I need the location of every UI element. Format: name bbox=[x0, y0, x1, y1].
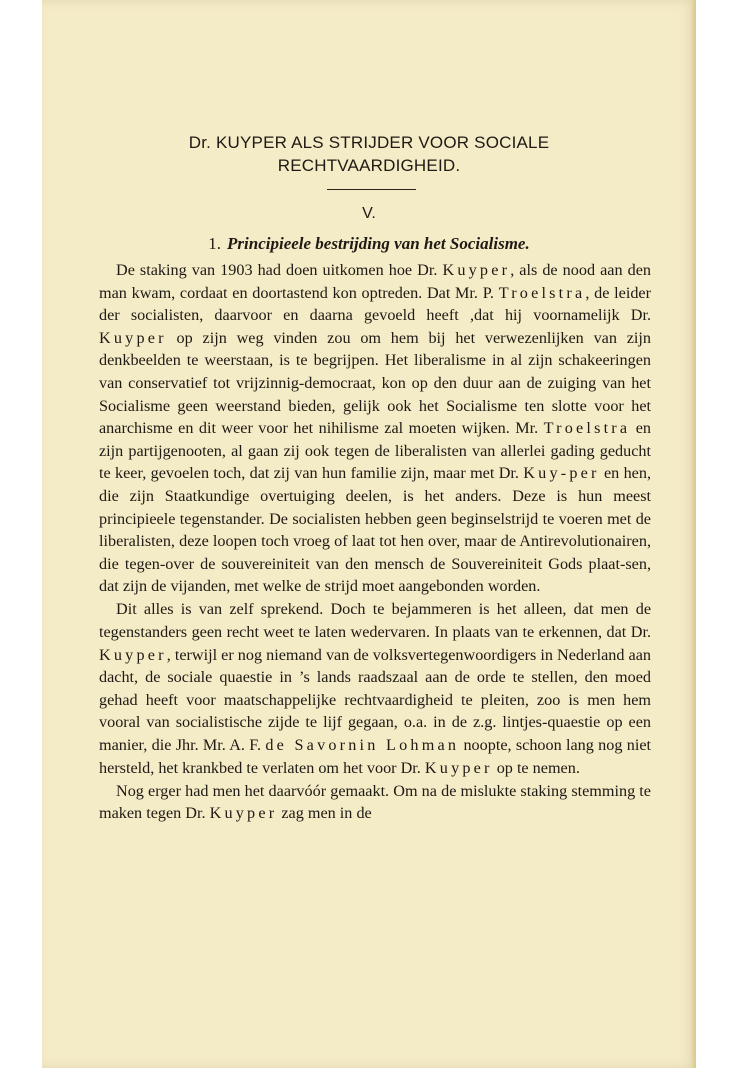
text-run: op te nemen. bbox=[492, 758, 580, 777]
spaced-name: Troelstra bbox=[543, 419, 631, 438]
spaced-name: de Savornin Lohman bbox=[265, 735, 460, 754]
text-run: De staking van 1903 had doen uitkomen hoe Dr. bbox=[116, 261, 443, 279]
chapter-title-line-2: RECHTVAARDIGHEID. bbox=[277, 156, 461, 175]
spaced-name: Kuy-per bbox=[523, 464, 600, 483]
text-run: , terwijl er nog niemand van de volksvertegenwoordigers in Nederland aan dacht, de sociale quaestie in ’s lands raadszaal aan de orde te stellen, den moed gehad heeft voor maatschappelijke rechtvaardigheid te pleiten, zoo is men hem vooral van socialistische zijde te lijf gegaan, o.a. in de z.g. lintjes-quaestie op een manier, die Jhr. Mr. A. F. bbox=[99, 645, 651, 754]
subsection-number: 1. bbox=[208, 234, 222, 253]
section-number: V. bbox=[362, 205, 376, 222]
spaced-name: Troelstra bbox=[498, 283, 586, 302]
text-run: , als de nood aan den man kwam, cordaat en doortastend kon optreden. Dat Mr. P. bbox=[99, 261, 651, 302]
text-run: op zijn weg vinden zou om hem bij het verwezenlijken van zijn denkbeelden te weerstaan, is te begrijpen. Het liberalisme in al zijn schakeeringen van conservatief tot vrijzinnig-democraat, kon op den duur aan de zuiging van het Socialisme geen weerstand bieden, gelijk ook het Socialisme ten slotte voor het anarchisme en dit weer voor het nihilisme zal moeten wijken. Mr. bbox=[99, 328, 651, 438]
paragraph bbox=[99, 259, 651, 598]
spaced-name: Kuyper bbox=[442, 261, 511, 279]
text-run: Dit alles is van zelf sprekend. Doch te bejammeren is het alleen, dat men de tegenstanders geen recht weet te laten wedervaren. In plaats van te erkennen, dat Dr. bbox=[99, 600, 651, 641]
body-text bbox=[99, 259, 651, 825]
spaced-name: Kuyper bbox=[424, 758, 493, 777]
title-divider bbox=[327, 189, 416, 190]
chapter-title-line-1: Dr. KUYPER ALS STRIJDER VOOR SOCIALE bbox=[188, 133, 550, 152]
text-run: Nog erger had men het daarvóór gemaakt. Om na de mislukte staking stemming te maken tegen Dr. bbox=[99, 781, 651, 823]
text-run: en zijn partijgenooten, al gaan zij ook tegen de liberalisten van allerlei gading geducht te keer, gevoelen toch, dat zij van hun familie zijn, maar met Dr. bbox=[99, 419, 651, 483]
spaced-name: Kuyper bbox=[99, 328, 167, 347]
spaced-name: Kuyper bbox=[99, 645, 167, 664]
text-run: noopte, schoon lang nog niet hersteld, het krankbed te verlaten om het voor Dr. bbox=[99, 735, 651, 777]
subsection-heading bbox=[42, 233, 696, 255]
text-run: en hen, die zijn Staatkundige overtuiging deelen, is het anders. Deze is hun meest principieele tegenstander. De socialisten hebben geen beginselstrijd te voeren met de liberalisten, deze loopen toch vroeg of laat tot hen over, maar de Antirevolutionairen, die tegen-over de souvereiniteit van den mensch de Souvereiniteit Gods plaat-sen, dat zijn de vijanden, met welke de strijd moet aangebonden worden. bbox=[99, 464, 651, 596]
paragraph bbox=[99, 780, 651, 825]
paragraph bbox=[99, 598, 651, 779]
spaced-name: Kuyper bbox=[209, 804, 278, 823]
book-page bbox=[42, 0, 696, 1068]
text-run: zag men in de bbox=[277, 804, 372, 823]
subsection-title: Principieele bestrijding van het Socialisme. bbox=[227, 234, 530, 253]
text-run: , de leider der socialisten, daarvoor en daarna gevoeld heeft ,dat hij voornamelijk Dr. bbox=[99, 283, 651, 325]
